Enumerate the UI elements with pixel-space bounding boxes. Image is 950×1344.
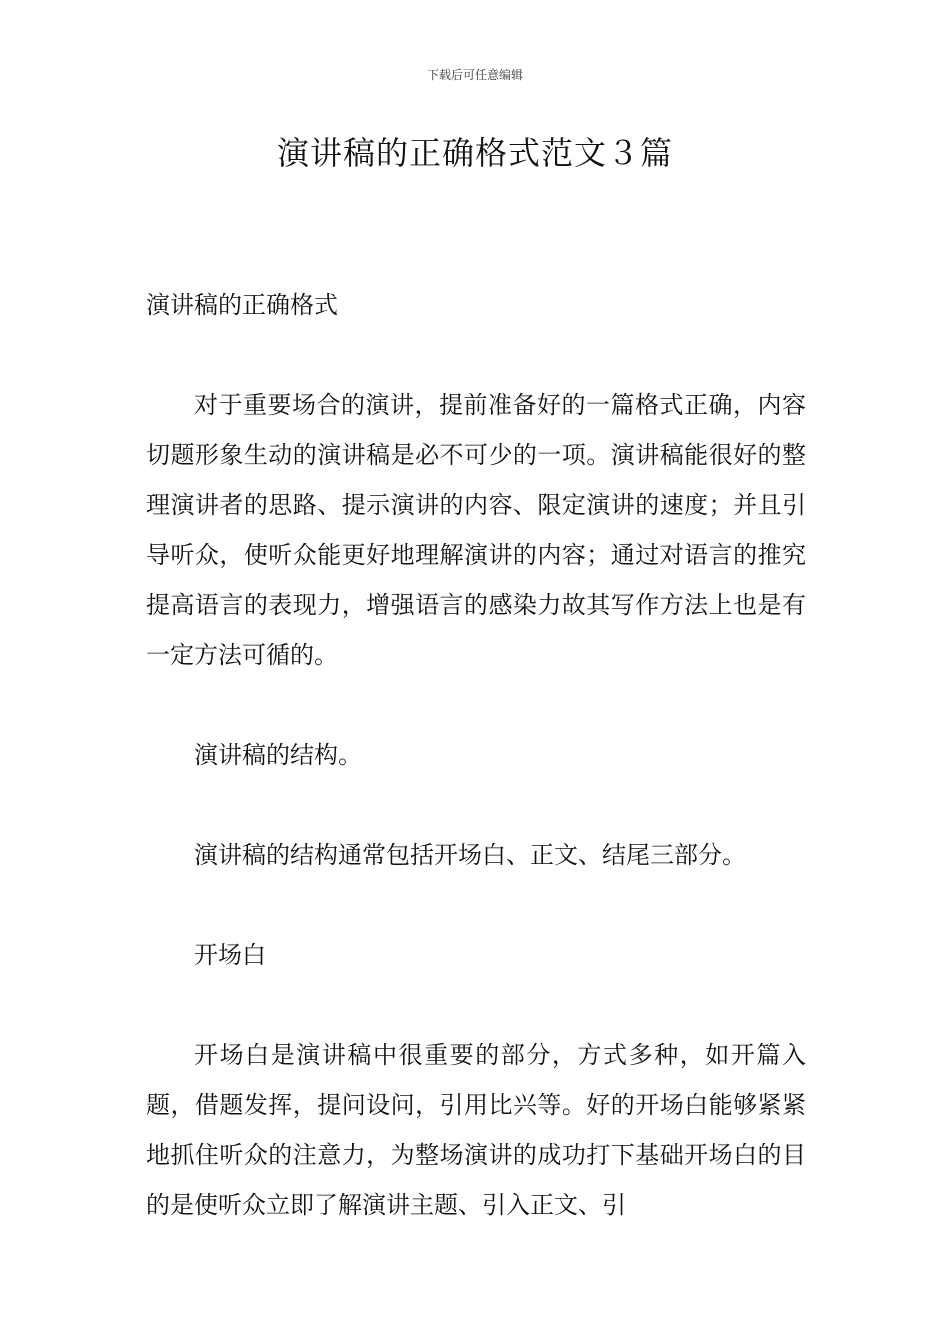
document-title: 演讲稿的正确格式范文３篇 [276, 134, 673, 172]
paragraph-opening: 开场白是演讲稿中很重要的部分，方式多种，如开篇入题，借题发挥，提问设问，引用比兴等。好的开场白能够紧紧地抓住听众的注意力，为整场演讲的成功打下基础开场白的目的是使听众立即了解演讲主题、引入正文、引 [146, 1041, 806, 1219]
section-heading-opening: 开场白 [194, 941, 266, 969]
paragraph-intro: 对于重要场合的演讲，提前准备好的一篇格式正确，内容切题形象生动的演讲稿是必不可少的一项。演讲稿能很好的整理演讲者的思路、提示演讲的内容、限定演讲的速度；并且引导听众，使听众能更好地理解演讲的内容；通过对语言的推究提高语言的表现力，增强语言的感染力故其写作方法上也是有一定方法可循的。 [146, 391, 806, 669]
section-heading-format: 演讲稿的正确格式 [146, 291, 338, 319]
document-body [146, 280, 806, 1230]
header-note: 下载后可任意编辑 [426, 68, 523, 82]
paragraph-structure: 演讲稿的结构通常包括开场白、正文、结尾三部分。 [194, 841, 746, 869]
section-heading-structure: 演讲稿的结构。 [194, 741, 362, 769]
